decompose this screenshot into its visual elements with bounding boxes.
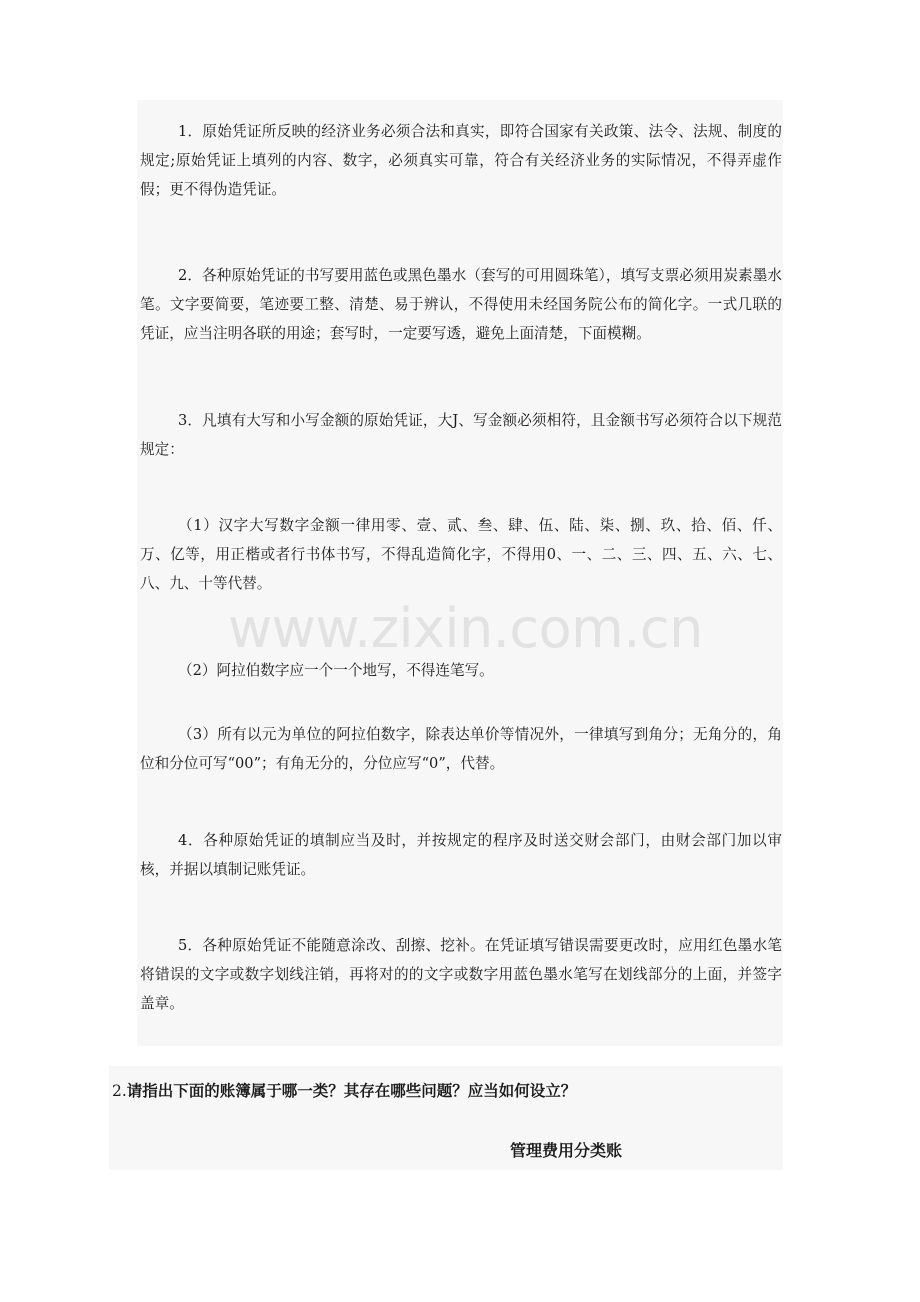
rule-subitem-3: （3）所有以元为单位的阿拉伯数字，除表达单价等情况外，一律填写到角分；无角分的，角位和分位可写“00”；有角无分的，分位应写“0”，代替。	[140, 726, 782, 772]
ledger-title: 管理费用分类账	[510, 1141, 623, 1160]
question-heading	[112, 1079, 780, 1103]
question-text: 请指出下面的账簿属于哪一类？其存在哪些问题？应当如何设立？	[126, 1082, 577, 1100]
watermark: www.zixin.com.cn	[228, 597, 703, 660]
rule-paragraph-4: 4．各种原始凭证的填制应当及时，并按规定的程序及时送交财会部门，由财会部门加以审核，并据以填制记账凭证。	[140, 832, 782, 878]
rule-subitem-1: （1）汉字大写数字金额一律用零、壹、贰、叁、肆、伍、陆、柒、捌、玖、拾、佰、仟、万、亿等，用正楷或者行书体书写，不得乱造简化字，不得用0、一、二、三、四、五、六、七、八、九、十等代替。	[140, 517, 782, 592]
rule-paragraph-1: 1．原始凭证所反映的经济业务必须合法和真实，即符合国家有关政策、法令、法规、制度的规定;原始凭证上填列的内容、数字，必须真实可靠，符合有关经济业务的实际情况，不得弄虚作假；更不得伪造凭证。	[140, 123, 782, 198]
rule-paragraph-2: 2．各种原始凭证的书写要用蓝色或黑色墨水（套写的可用圆珠笔），填写支票必须用炭素墨水笔。文字要简要，笔迹要工整、清楚、易于辨认，不得使用未经国务院公布的简化字。一式几联的凭证，应当注明各联的用途；套写时，一定要写透，避免上面清楚，下面模糊。	[140, 267, 782, 342]
question-number: 2.	[112, 1082, 127, 1100]
rule-subitem-2: （2）阿拉伯数字应一个一个地写，不得连笔写。	[178, 662, 494, 679]
rule-paragraph-5: 5．各种原始凭证不能随意涂改、刮擦、挖补。在凭证填写错误需要更改时，应用红色墨水笔将错误的文字或数字划线注销，再将对的的文字或数字用蓝色墨水笔写在划线部分的上面，并签字盖章。	[140, 937, 782, 1012]
rule-paragraph-3: 3．凡填有大写和小写金额的原始凭证，大J、写金额必须相符，且金额书写必须符合以下规范规定：	[140, 412, 782, 458]
